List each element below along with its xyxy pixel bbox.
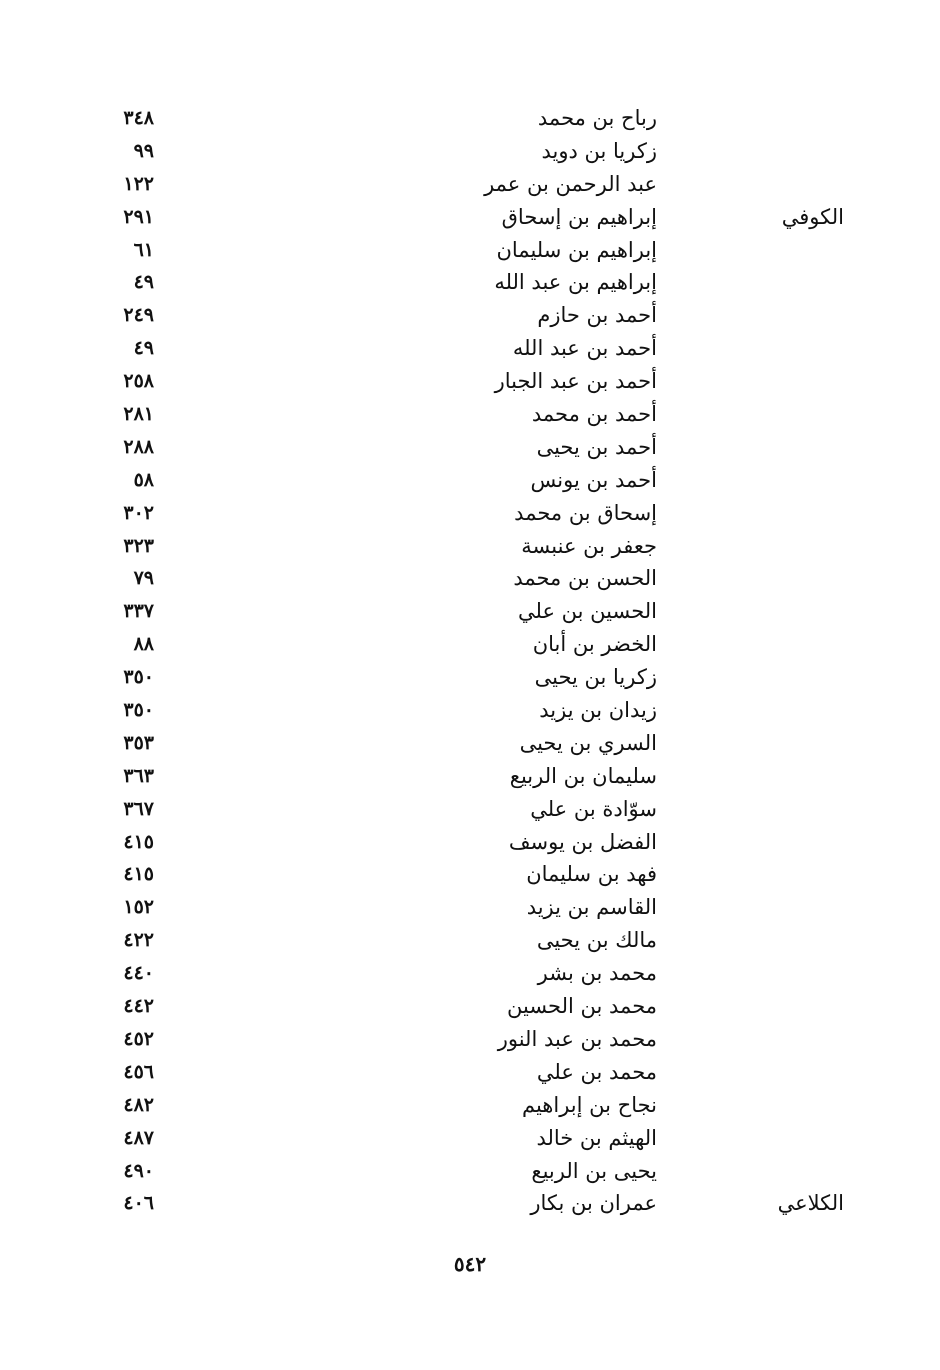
- narrator-name: أحمد بن يونس: [530, 467, 657, 492]
- index-row: [0, 102, 940, 135]
- narrator-name: فهد بن سليمان: [526, 862, 657, 887]
- nisba-label: الكوفي: [781, 204, 844, 229]
- index-row: [0, 793, 940, 826]
- narrator-name: إسحاق بن محمد: [514, 500, 657, 525]
- narrator-name: نجاح بن إبراهيم: [521, 1092, 657, 1117]
- narrator-name: مالك بن يحيى: [536, 928, 657, 953]
- page-reference: ٤٩: [133, 271, 154, 294]
- index-row: [0, 891, 940, 924]
- index-row: [0, 234, 940, 267]
- index-row: [0, 858, 940, 891]
- index-row: [0, 1089, 940, 1122]
- index-row: [0, 464, 940, 497]
- page-reference: ٤٩٠: [123, 1159, 154, 1182]
- page-reference: ٤٩: [133, 337, 154, 360]
- narrator-name: الحسين بن علي: [517, 599, 657, 624]
- narrator-name: الخضر بن أبان: [532, 632, 657, 657]
- narrator-name: يحيى بن الربيع: [531, 1158, 657, 1183]
- index-row: [0, 957, 940, 990]
- page-reference: ٤٤٢: [123, 995, 154, 1018]
- narrator-name: رباح بن محمد: [537, 106, 657, 130]
- narrator-name: عبد الرحمن بن عمر: [484, 171, 657, 196]
- index-row: [0, 332, 940, 365]
- narrator-name: إبراهيم بن إسحاق: [501, 204, 657, 229]
- index-row: [0, 135, 940, 168]
- narrator-name: أحمد بن عبد الجبار: [494, 369, 657, 394]
- narrator-name: القاسم بن يزيد: [526, 895, 657, 920]
- page-reference: ٣٦٣: [123, 764, 154, 787]
- index-row: [0, 760, 940, 793]
- index-row: [0, 661, 940, 694]
- page-reference: ٤١٥: [123, 863, 154, 886]
- page-reference: ٢٨٨: [123, 435, 154, 458]
- narrator-name: إبراهيم بن عبد الله: [494, 270, 657, 295]
- narrator-name: إبراهيم بن سليمان: [496, 237, 657, 262]
- index-row: [0, 1023, 940, 1056]
- page-reference: ٣٦٧: [123, 797, 154, 820]
- page-reference: ٧٩: [133, 567, 154, 590]
- page-reference: ٣٥٠: [123, 666, 154, 689]
- page-reference: ٤٨٧: [123, 1126, 154, 1149]
- page-reference: ٢٩١: [123, 205, 154, 228]
- index-row: [0, 595, 940, 628]
- narrator-name: أحمد بن يحيى: [536, 434, 657, 459]
- narrator-name: الفضل بن يوسف: [508, 829, 657, 854]
- narrator-name: أحمد بن حازم: [537, 303, 657, 328]
- page-reference: ٢٨١: [123, 403, 154, 426]
- index-row: [0, 365, 940, 398]
- narrator-name: محمد بن علي: [536, 1059, 657, 1084]
- page-reference: ٤١٥: [123, 830, 154, 853]
- index-row: [0, 530, 940, 563]
- index-row: [0, 1155, 940, 1188]
- narrator-name: محمد بن الحسين: [507, 994, 657, 1019]
- index-row: [0, 168, 940, 201]
- narrator-name: زيدان بن يزيد: [539, 698, 657, 723]
- index-list: [0, 102, 940, 1220]
- page-reference: ٣٣٧: [123, 600, 154, 623]
- narrator-name: سليمان بن الربيع: [509, 763, 657, 788]
- page-reference: ٤٥٢: [123, 1027, 154, 1050]
- page-reference: ٤٢٢: [123, 929, 154, 952]
- page-reference: ٤٠٦: [123, 1192, 154, 1215]
- index-row: [0, 398, 940, 431]
- page-reference: ٢٤٩: [123, 304, 154, 327]
- narrator-name: محمد بن بشر: [537, 961, 657, 986]
- index-row: [0, 1187, 940, 1220]
- narrator-name: سوّادة بن علي: [530, 796, 657, 821]
- index-row: [0, 924, 940, 957]
- index-row: [0, 431, 940, 464]
- page-reference: ١٥٢: [123, 896, 154, 919]
- index-row: [0, 628, 940, 661]
- page-reference: ٦١: [133, 238, 154, 261]
- narrator-name: جعفر بن عنبسة: [521, 533, 657, 558]
- page-reference: ٤٤٠: [123, 962, 154, 985]
- page-reference: ٣٥٣: [123, 731, 154, 754]
- narrator-name: عمران بن بكار: [530, 1191, 657, 1216]
- page-number: ٥٤٢: [453, 1252, 487, 1276]
- index-row: [0, 201, 940, 234]
- page-reference: ٥٨: [133, 468, 154, 491]
- page-reference: ٨٨: [133, 633, 154, 656]
- narrator-name: أحمد بن محمد: [531, 402, 657, 427]
- page-reference: ٤٥٦: [123, 1060, 154, 1083]
- index-row: [0, 694, 940, 727]
- page-reference: ٣٠٢: [123, 501, 154, 524]
- narrator-name: الهيثم بن خالد: [536, 1125, 657, 1150]
- index-row: [0, 1056, 940, 1089]
- page-reference: ٩٩: [133, 139, 154, 162]
- index-row: [0, 266, 940, 299]
- index-row: [0, 299, 940, 332]
- page-reference: ٢٥٨: [123, 370, 154, 393]
- page-reference: ١٢٢: [123, 172, 154, 195]
- narrator-name: السري بن يحيى: [519, 730, 657, 755]
- index-row: [0, 562, 940, 595]
- narrator-name: الحسن بن محمد: [513, 566, 657, 591]
- index-row: [0, 990, 940, 1023]
- narrator-name: محمد بن عبد النور: [497, 1026, 657, 1051]
- page-reference: ٣٥٠: [123, 699, 154, 722]
- page-reference: ٣٢٣: [123, 534, 154, 557]
- narrator-name: أحمد بن عبد الله: [512, 336, 657, 361]
- nisba-label: الكلاعي: [777, 1191, 844, 1216]
- index-row: [0, 727, 940, 760]
- narrator-name: زكريا بن يحيى: [534, 665, 657, 690]
- narrator-name: زكريا بن دويد: [541, 138, 657, 163]
- page-reference: ٣٤٨: [123, 107, 154, 129]
- index-row: [0, 826, 940, 859]
- index-row: [0, 497, 940, 530]
- index-row: [0, 1122, 940, 1155]
- page-reference: ٤٨٢: [123, 1093, 154, 1116]
